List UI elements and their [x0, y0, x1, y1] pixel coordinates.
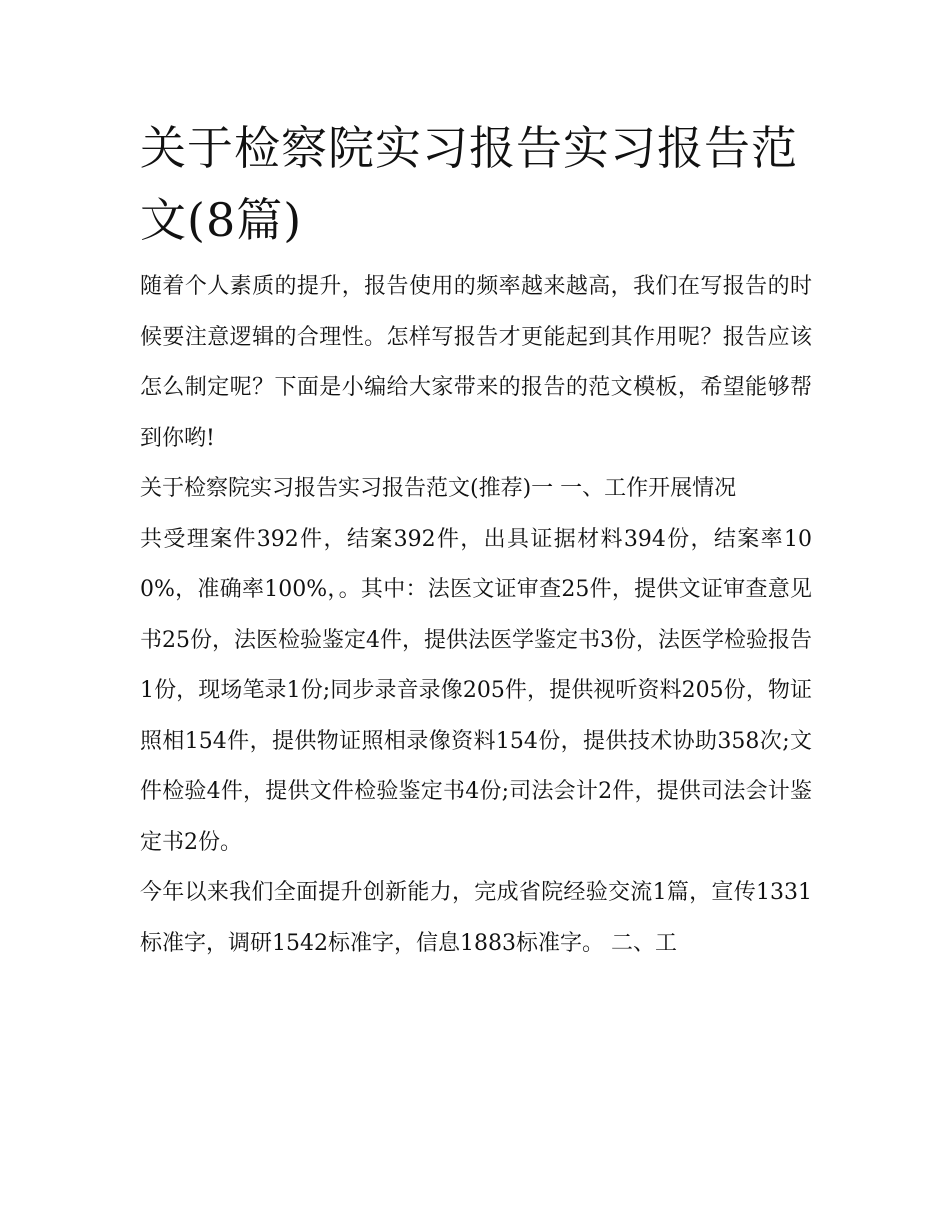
innovation-paragraph: 今年以来我们全面提升创新能力，完成省院经验交流1篇，宣传1331标准字，调研1542标准字，信息1883标准字。 二、工: [140, 880, 812, 956]
intro-paragraph: 随着个人素质的提升，报告使用的频率越来越高，我们在写报告的时候要注意逻辑的合理性。怎样写报告才更能起到其作用呢？报告应该怎么制定呢？下面是小编给大家带来的报告的范文模板，希望能够帮到你哟!: [140, 274, 812, 451]
document-page: [140, 112, 812, 969]
document-title: 关于检察院实习报告实习报告范文(8篇): [140, 121, 798, 247]
statistics-paragraph: 共受理案件392件，结案392件，出具证据材料394份，结案率100%，准确率100%，。其中：法医文证审查25件，提供文证审查意见书25份，法医检验鉴定4件，提供法医学鉴定书3份，法医学检验报告1份，现场笔录1份;同步录音录像205件，提供视听资料205份，物证照相154件，提供物证照相录像资料154份，提供技术协助358次;文件检验4件，提供文件检验鉴定书4份;司法会计2件，提供司法会计鉴定书2份。: [140, 526, 812, 855]
section-heading-paragraph: 关于检察院实习报告实习报告范文(推荐)一 一、工作开展情况: [140, 476, 737, 501]
